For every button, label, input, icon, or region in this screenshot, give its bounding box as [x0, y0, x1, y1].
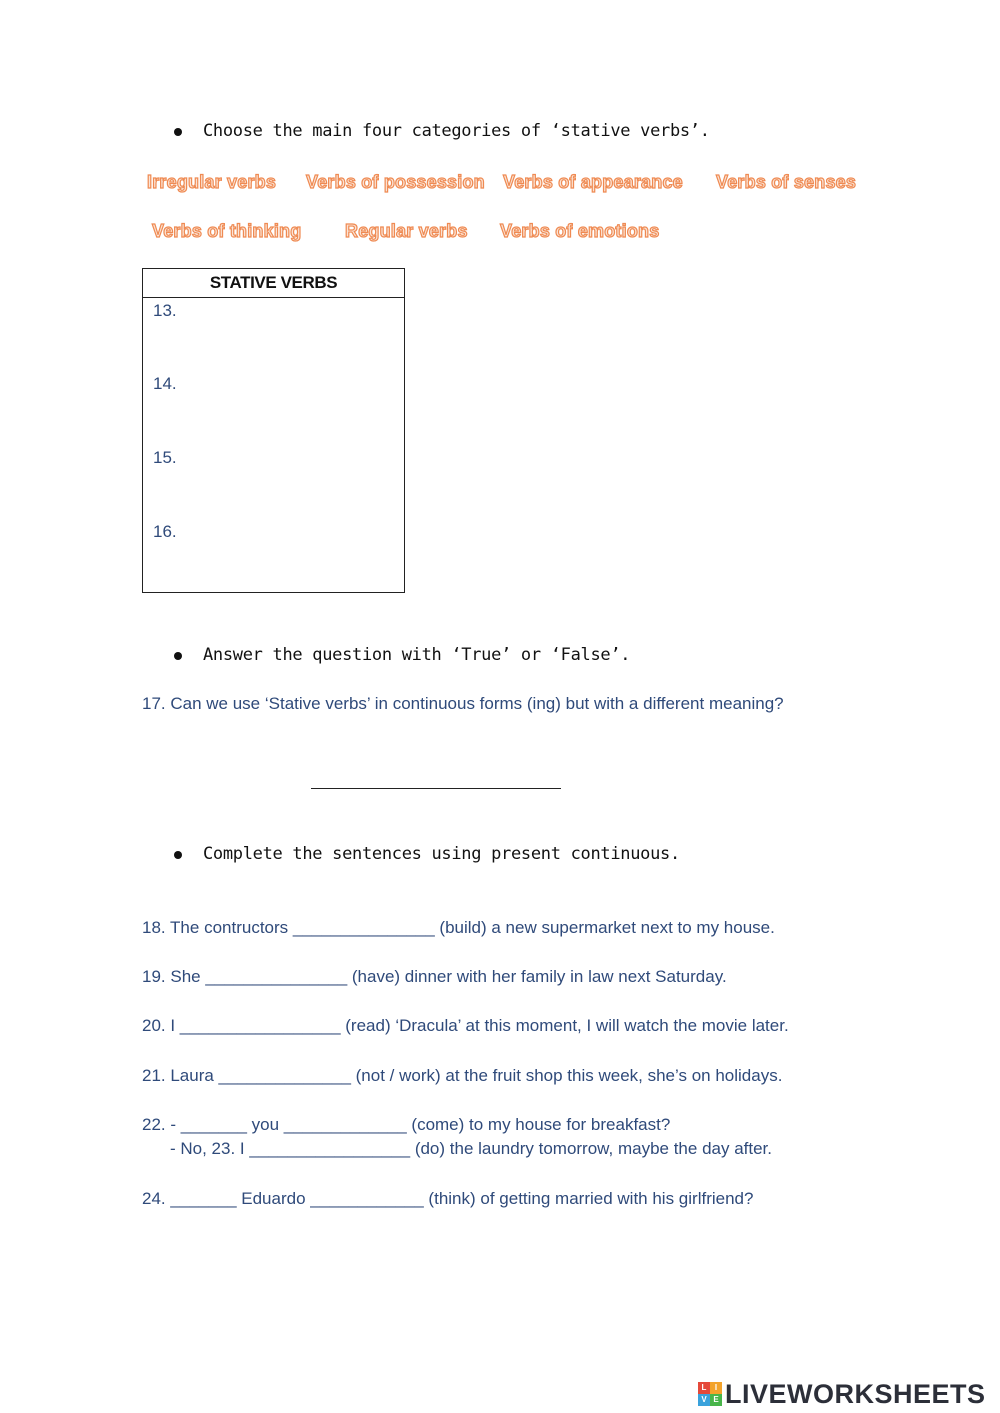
- option-verbs-of-possession[interactable]: Verbs of possession: [306, 172, 485, 192]
- instruction-present-continuous: Complete the sentences using present continuous.: [203, 844, 680, 864]
- answer-slot-15[interactable]: 15.: [153, 448, 177, 467]
- liveworksheets-logo: [698, 1378, 986, 1410]
- question-17: 17. Can we use ‘Stative verbs’ in continuous forms (ing) but with a different meaning?: [142, 694, 784, 713]
- sentence-20[interactable]: 20. I _________________ (read) ‘Dracula’ at this moment, I will watch the movie later.: [142, 1016, 789, 1035]
- bullet-icon: [174, 128, 182, 136]
- badge-letter: I: [710, 1382, 722, 1394]
- option-irregular-verbs[interactable]: Irregular verbs: [147, 172, 277, 192]
- badge-letter: V: [698, 1394, 710, 1406]
- logo-badge-icon: [698, 1382, 722, 1406]
- answer-line-17[interactable]: [311, 788, 561, 789]
- bullet-icon: [174, 652, 182, 660]
- instruction-true-false: Answer the question with ‘True’ or ‘False’.: [203, 645, 631, 665]
- sentence-18[interactable]: 18. The contructors _______________ (build) a new supermarket next to my house.: [142, 918, 775, 937]
- badge-letter: E: [710, 1394, 722, 1406]
- option-verbs-of-thinking[interactable]: Verbs of thinking: [152, 221, 302, 241]
- stative-verbs-table: [142, 268, 405, 593]
- option-verbs-of-appearance[interactable]: Verbs of appearance: [503, 172, 683, 192]
- option-verbs-of-senses[interactable]: Verbs of senses: [716, 172, 857, 192]
- bullet-icon: [174, 851, 182, 859]
- sentence-19[interactable]: 19. She _______________ (have) dinner with her family in law next Saturday.: [142, 967, 727, 986]
- answer-slot-16[interactable]: 16.: [153, 522, 177, 541]
- option-verbs-of-emotions[interactable]: Verbs of emotions: [500, 221, 660, 241]
- badge-letter: L: [698, 1382, 710, 1394]
- answer-slot-13[interactable]: 13.: [153, 301, 177, 320]
- sentence-22[interactable]: 22. - _______ you _____________ (come) to my house for breakfast?: [142, 1115, 671, 1134]
- sentence-24[interactable]: 24. _______ Eduardo ____________ (think) of getting married with his girlfriend?: [142, 1189, 754, 1208]
- sentence-23[interactable]: - No, 23. I _________________ (do) the laundry tomorrow, maybe the day after.: [170, 1139, 772, 1158]
- option-regular-verbs[interactable]: Regular verbs: [345, 221, 468, 241]
- answer-slot-14[interactable]: 14.: [153, 374, 177, 393]
- instruction-categories: Choose the main four categories of ‘stative verbs’.: [203, 121, 710, 141]
- sentence-21[interactable]: 21. Laura ______________ (not / work) at the fruit shop this week, she’s on holidays.: [142, 1066, 783, 1085]
- table-header: STATIVE VERBS: [143, 269, 404, 298]
- logo-text: LIVEWORKSHEETS: [725, 1378, 986, 1409]
